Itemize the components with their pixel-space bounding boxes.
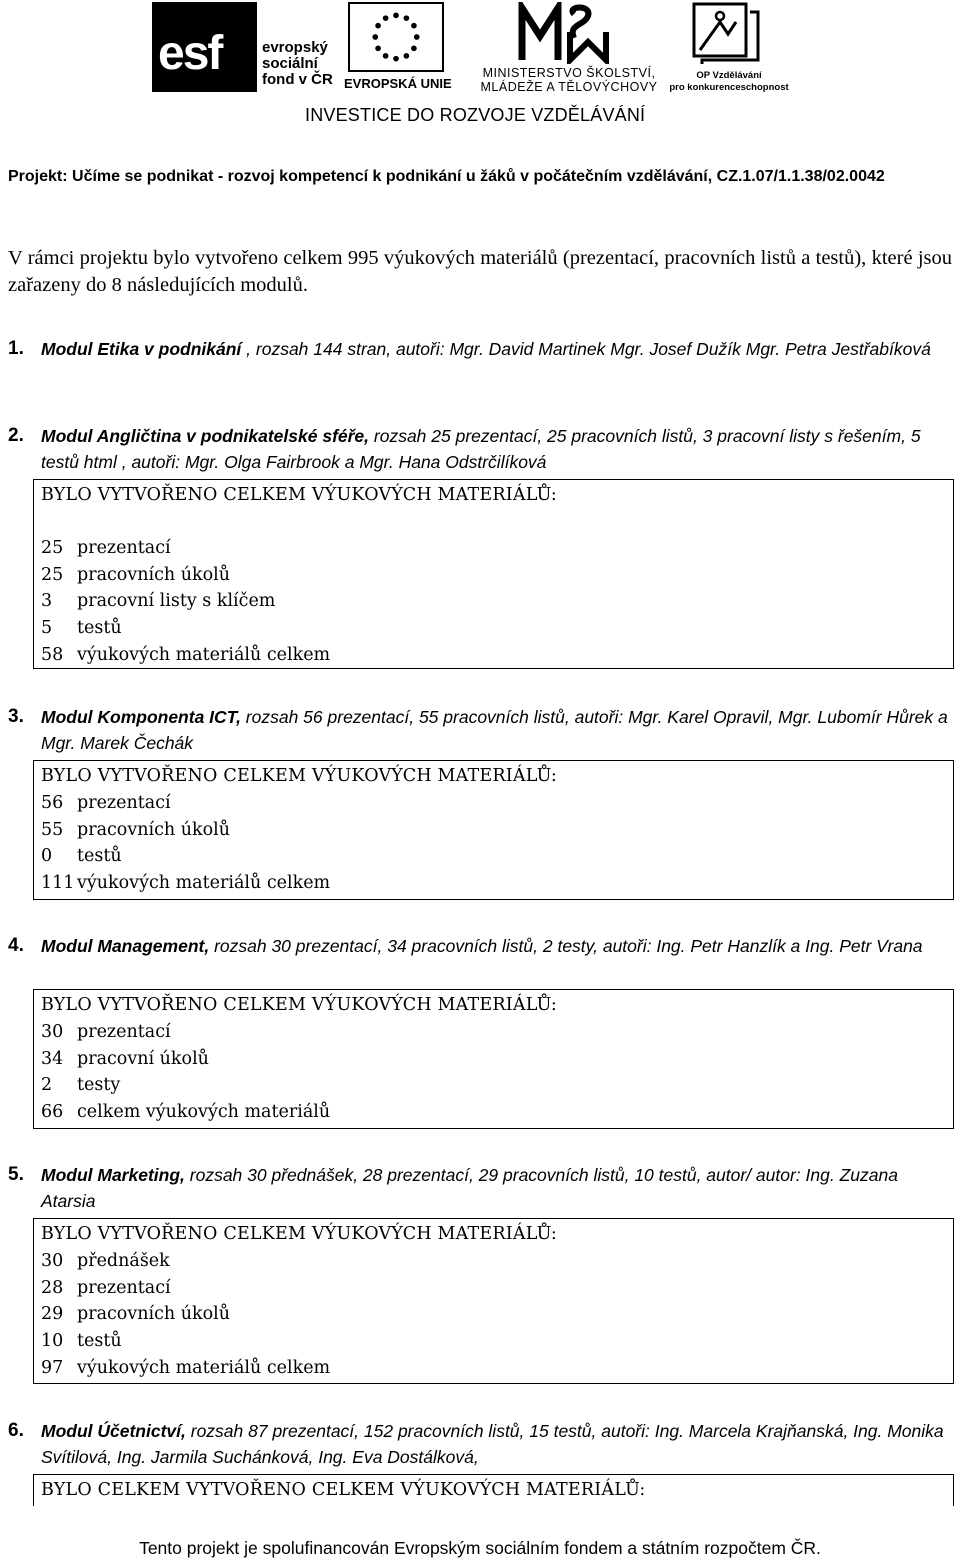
module-details: rozsah 30 přednášek, 28 prezentací, 29 pracovních listů, 10 testů, autor/ autor: Ing. Zuzana Atarsia: [41, 1165, 898, 1211]
module-description: [41, 704, 952, 756]
row-count: 29: [41, 1304, 64, 1325]
module-item: [8, 704, 952, 756]
project-line: Projekt: Učíme se podnikat - rozvoj kompetencí k podnikání u žáků v počátečním vzdělávání, CZ.1.07/1.1.38/02.0042: [8, 168, 885, 185]
materials-box: [33, 1218, 954, 1384]
row-label: pracovních úkolů: [77, 819, 231, 840]
box-heading: BYLO VYTVOŘENO CELKEM VÝUKOVÝCH MATERIÁLŮ:: [41, 995, 558, 1015]
row-label: pracovních úkolů: [77, 564, 231, 585]
module-description: [41, 336, 952, 362]
module-description: [41, 423, 952, 475]
box-row: [41, 615, 953, 642]
module-title: Modul Účetnictví,: [41, 1421, 186, 1441]
row-count: 25: [41, 537, 64, 558]
msmt-logo-icon: [518, 2, 618, 64]
eu-text: EVROPSKÁ UNIE: [344, 76, 452, 91]
box-heading: BYLO VYTVOŘENO CELKEM VÝUKOVÝCH MATERIÁLŮ:: [41, 1224, 558, 1244]
box-row: [41, 1046, 953, 1073]
module-title: Modul Komponenta ICT,: [41, 707, 241, 727]
eu-flag-icon: [348, 2, 444, 72]
module-details: rozsah 56 prezentací, 55 pracovních listů, autoři: Mgr. Karel Opravil, Mgr. Lubomír Hůrek a Mgr. Marek Čechák: [41, 707, 948, 753]
box-heading: BYLO VYTVOŘENO CELKEM VÝUKOVÝCH MATERIÁLŮ:: [41, 766, 558, 786]
esf-text-line: fond v ČR: [262, 71, 333, 88]
module-title: Modul Etika v podnikání: [41, 339, 242, 359]
row-count: 58: [41, 644, 64, 665]
materials-box: [33, 1474, 954, 1506]
msmt-text-line: MINISTERSTVO ŠKOLSTVÍ,: [482, 66, 656, 80]
row-label: testů: [77, 846, 122, 867]
msmt-text-line: MLÁDEŽE A TĚLOVÝCHOVY: [480, 80, 658, 94]
row-label: pracovní listy s klíčem: [77, 591, 276, 612]
module-number: 3.: [8, 706, 24, 727]
intro-paragraph: V rámci projektu bylo vytvořeno celkem 995 výukových materiálů (prezentací, pracovních listů a testů), které jsou zařazeny do 8 následujících modulů.: [8, 247, 952, 296]
module-number: 5.: [8, 1164, 24, 1185]
op-text-line: pro konkurenceschopnost: [669, 82, 789, 93]
row-label: přednášek: [77, 1250, 170, 1271]
row-count: 55: [41, 819, 64, 840]
module-description: [41, 933, 952, 959]
module-item: [8, 1162, 952, 1214]
row-count: 34: [41, 1048, 64, 1069]
module-title: Modul Angličtina v podnikatelské sféře,: [41, 426, 370, 446]
module-description: [41, 1162, 952, 1214]
module-number: 2.: [8, 425, 24, 446]
box-heading: BYLO CELKEM VYTVOŘENO CELKEM VÝUKOVÝCH MATERIÁLŮ:: [41, 1480, 646, 1500]
module-title: Modul Management,: [41, 936, 210, 956]
materials-box: [33, 760, 954, 900]
box-row: [41, 642, 953, 669]
materials-box: [33, 479, 954, 669]
module-title: Modul Marketing,: [41, 1165, 185, 1185]
invest-slogan: INVESTICE DO ROZVOJE VZDĚLÁVÁNÍ: [305, 105, 646, 125]
esf-text-line: evropský: [262, 39, 328, 56]
row-label: prezentací: [77, 537, 171, 558]
module-number: 1.: [8, 338, 24, 359]
row-count: 2: [41, 1075, 53, 1096]
box-row: [41, 1099, 953, 1126]
module-number: 6.: [8, 1420, 24, 1441]
box-row: [41, 1328, 953, 1355]
row-label: výukových materiálů celkem: [77, 873, 331, 894]
module-number: 4.: [8, 935, 24, 956]
box-row: [41, 1301, 953, 1328]
box-row: [41, 1019, 953, 1046]
row-label: výukových materiálů celkem: [77, 1357, 331, 1378]
module-item: [8, 336, 952, 362]
box-row: [41, 870, 953, 897]
row-label: testů: [77, 618, 122, 639]
row-count: 30: [41, 1021, 64, 1042]
row-count: 0: [41, 846, 53, 867]
box-row: [41, 1072, 953, 1099]
box-row: [41, 790, 953, 817]
box-row: [41, 843, 953, 870]
module-details: rozsah 87 prezentací, 152 pracovních listů, 15 testů, autoři: Ing. Marcela Krajňanská, Ing. Monika Svítilová, Ing. Jarmila Suchánková, Ing. Eva Dostálková,: [41, 1421, 944, 1467]
esf-logo-mark: esf: [158, 27, 222, 80]
row-label: testů: [77, 1331, 122, 1352]
logo-band: [0, 0, 960, 140]
row-label: testy: [77, 1075, 121, 1096]
row-label: prezentací: [77, 1021, 171, 1042]
row-label: prezentací: [77, 792, 171, 813]
module-item: [8, 423, 952, 475]
materials-box: [33, 989, 954, 1129]
box-row: [41, 1248, 953, 1275]
module-details: rozsah 30 prezentací, 34 pracovních listů, 2 testy, autoři: Ing. Petr Hanzlík a Ing. Petr Vrana: [209, 936, 923, 956]
row-count: 10: [41, 1331, 64, 1352]
box-row: [41, 562, 953, 589]
row-count: 3: [41, 591, 53, 612]
row-label: pracovní úkolů: [77, 1048, 209, 1069]
module-description: [41, 1418, 952, 1470]
box-row: [41, 817, 953, 844]
esf-logo-text: [262, 40, 333, 88]
row-count: 66: [41, 1102, 64, 1123]
row-label: výukových materiálů celkem: [77, 644, 331, 665]
esf-logo: [152, 2, 257, 92]
footer-note: Tento projekt je spolufinancován Evropským sociálním fondem a státním rozpočtem ČR.: [139, 1538, 821, 1558]
op-text-line: OP Vzdělávání: [696, 70, 762, 81]
row-label: celkem výukových materiálů: [77, 1102, 331, 1123]
box-row: [41, 535, 953, 562]
op-logo-icon: [692, 2, 764, 68]
row-count: 30: [41, 1250, 64, 1271]
module-item: [8, 933, 952, 959]
module-item: [8, 1418, 952, 1470]
box-row: [41, 1275, 953, 1302]
esf-text-line: sociální: [262, 55, 318, 72]
row-count: 97: [41, 1357, 64, 1378]
op-text: [664, 70, 794, 94]
module-details: rozsah 25 prezentací, 25 pracovních listů, 3 pracovní listy s řešením, 5 testů html , autoři: Mgr. Olga Fairbrook a Mgr. Hana Odstrčilíková: [41, 426, 921, 472]
module-details: , rozsah 144 stran, autoři: Mgr. David Martinek Mgr. Josef Dužík Mgr. Petra Jestřabíková: [241, 339, 931, 359]
box-row: [41, 1355, 953, 1382]
row-label: prezentací: [77, 1277, 171, 1298]
row-count: 28: [41, 1277, 64, 1298]
row-count: 56: [41, 792, 64, 813]
box-heading: BYLO VYTVOŘENO CELKEM VÝUKOVÝCH MATERIÁLŮ:: [41, 485, 558, 505]
msmt-text: [474, 66, 664, 94]
row-count: 111: [41, 873, 75, 894]
row-count: 25: [41, 564, 64, 585]
row-count: 5: [41, 618, 53, 639]
box-row: [41, 588, 953, 615]
row-label: pracovních úkolů: [77, 1304, 231, 1325]
